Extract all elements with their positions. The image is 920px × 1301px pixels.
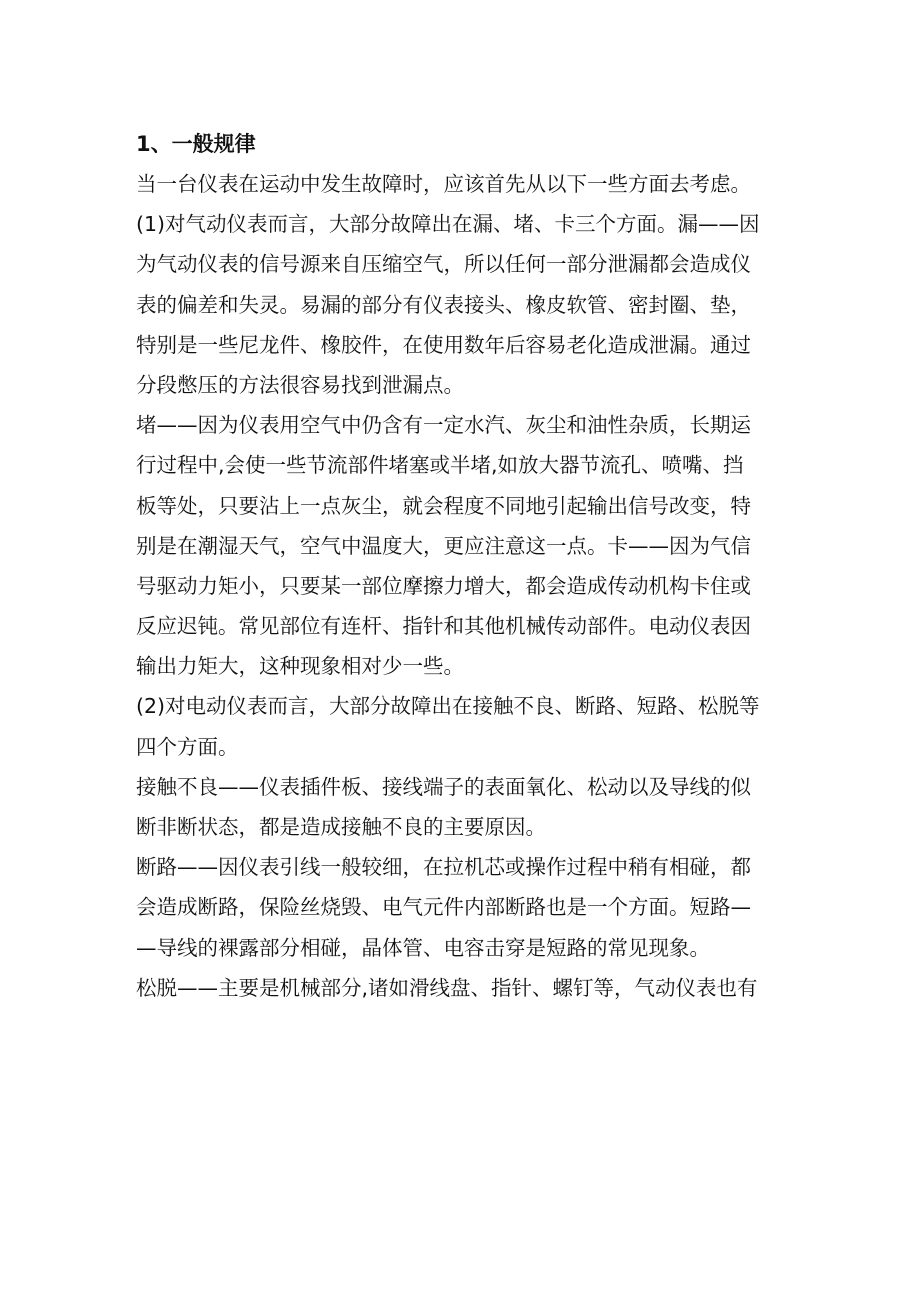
paragraph-line: 板等处，只要沾上一点灰尘，就会程度不同地引起输出信号改变，特 xyxy=(136,493,751,518)
paragraph-line: 堵——因为仪表用空气中仍含有一定水汽、灰尘和油性杂质，长期运 xyxy=(136,413,751,438)
paragraph-loosening xyxy=(136,968,796,1008)
section-heading: 1、一般规律 xyxy=(136,132,256,156)
paragraph-line: 反应迟钝。常见部位有连杆、指针和其他机械传动部件。电动仪表因 xyxy=(136,614,751,639)
paragraph-line: 四个方面。 xyxy=(136,734,239,759)
paragraph-line: —导线的裸露部分相碰，晶体管、电容击穿是短路的常见现象。 xyxy=(136,935,710,960)
paragraph-line: 会造成断路，保险丝烧毁、电气元件内部断路也是一个方面。短路— xyxy=(136,895,751,920)
paragraph-line: 别是在潮湿天气，空气中温度大，更应注意这一点。卡——因为气信 xyxy=(136,533,751,558)
paragraph-line: (2)对电动仪表而言，大部分故障出在接触不良、断路、短路、松脱等 xyxy=(136,694,760,719)
paragraph-line: (1)对气动仪表而言，大部分故障出在漏、堵、卡三个方面。漏——因 xyxy=(136,212,760,237)
paragraph-line: 号驱动力矩小，只要某一部位摩擦力增大，都会造成传动机构卡住或 xyxy=(136,573,751,598)
paragraph-line: 行过程中,会使一些节流部件堵塞或半堵,如放大器节流孔、喷嘴、挡 xyxy=(136,453,744,478)
paragraph-line: 断非断状态，都是造成接触不良的主要原因。 xyxy=(136,815,546,839)
paragraph-line: 分段憋压的方法很容易找到泄漏点。 xyxy=(136,372,464,397)
paragraph-line: 为气动仪表的信号源来自压缩空气，所以任何一部分泄漏都会造成仪 xyxy=(136,252,751,277)
paragraph-blockage-and-sticking xyxy=(136,405,796,686)
paragraph-line: 松脱——主要是机械部分,诸如滑线盘、指针、螺钉等，气动仪表也有 xyxy=(136,975,758,1000)
paragraph-line: 输出力矩大，这种现象相对少一些。 xyxy=(136,654,464,679)
paragraph-poor-contact xyxy=(136,767,796,847)
paragraph-open-and-short-circuit xyxy=(136,847,796,968)
paragraph-intro xyxy=(136,164,796,204)
document-body xyxy=(136,124,796,1008)
paragraph-line: 表的偏差和失灵。易漏的部分有仪表接头、橡皮软管、密封圈、垫， xyxy=(136,292,751,317)
paragraph-line: 断路——因仪表引线一般较细，在拉机芯或操作过程中稍有相碰，都 xyxy=(136,855,751,880)
paragraph-line: 特别是一些尼龙件、橡胶件，在使用数年后容易老化造成泄漏。通过 xyxy=(136,332,751,357)
paragraph-pneumatic-faults xyxy=(136,204,796,405)
paragraph-line: 当一台仪表在运动中发生故障时，应该首先从以下一些方面去考虑。 xyxy=(136,172,751,196)
paragraph-line: 接触不良——仪表插件板、接线端子的表面氧化、松动以及导线的似 xyxy=(136,774,751,799)
paragraph-electric-faults xyxy=(136,686,796,766)
